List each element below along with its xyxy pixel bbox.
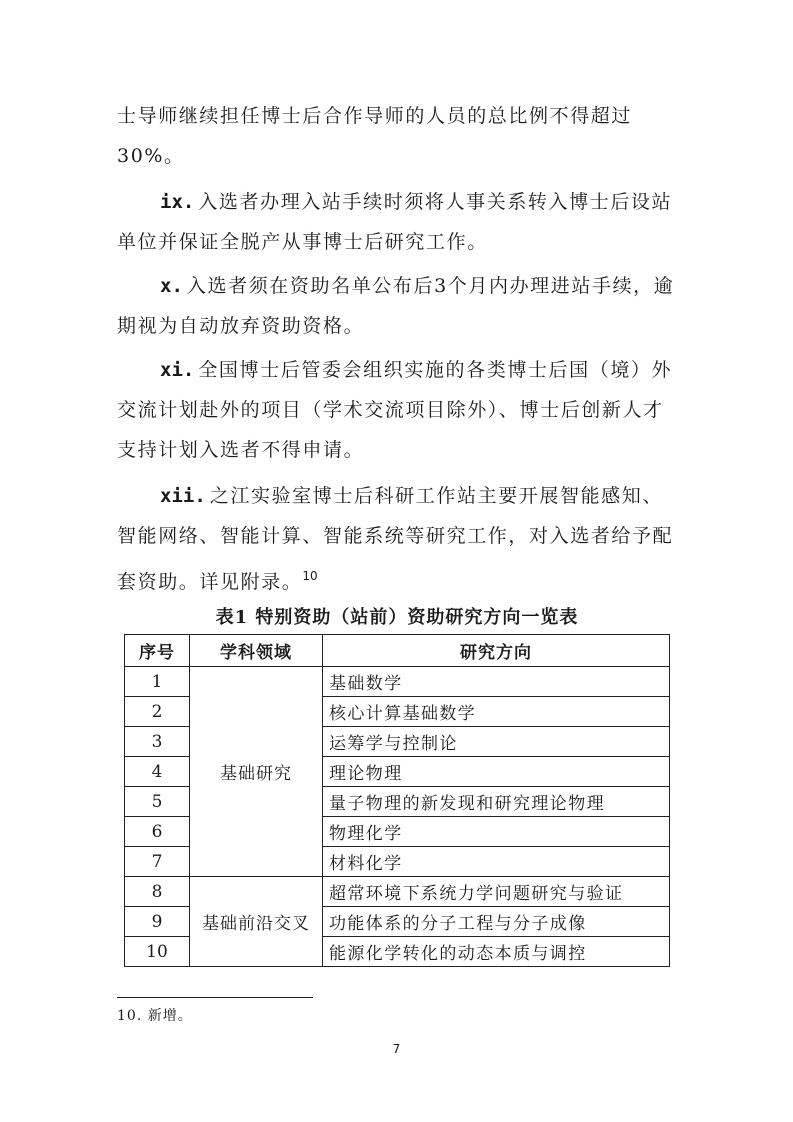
direction-cell: 量子物理的新发现和研究理论物理: [323, 787, 670, 817]
table-row: [125, 877, 670, 907]
item-label: xii.: [160, 485, 206, 507]
row-number: 4: [125, 757, 190, 787]
row-number: 10: [125, 937, 190, 967]
row-number: 8: [125, 877, 190, 907]
field-cell: 基础前沿交叉: [190, 877, 323, 967]
direction-cell: 能源化学转化的动态本质与调控: [323, 937, 670, 967]
paragraph-item-xi: [117, 350, 677, 470]
direction-cell: 核心计算基础数学: [323, 697, 670, 727]
row-number: 5: [125, 787, 190, 817]
header-number: 序号: [125, 635, 190, 667]
header-field: 学科领域: [190, 635, 323, 667]
paragraph-text: 士导师继续担任博士后合作导师的人员的总比例不得超过30%。: [117, 105, 633, 167]
row-number: 3: [125, 727, 190, 757]
direction-cell: 基础数学: [323, 667, 670, 697]
field-cell: 基础研究: [190, 667, 323, 877]
row-number: 2: [125, 697, 190, 727]
footnote-reference[interactable]: 10: [302, 569, 318, 583]
row-number: 6: [125, 817, 190, 847]
item-label: x.: [160, 275, 183, 297]
row-number: 9: [125, 907, 190, 937]
research-directions-table: [124, 634, 670, 967]
paragraph-text: 入选者须在资助名单公布后3个月内办理进站手续，逾期视为自动放弃资助资格。: [117, 275, 675, 337]
item-label: xi.: [160, 359, 195, 381]
row-number: 1: [125, 667, 190, 697]
row-number: 7: [125, 847, 190, 877]
direction-cell: 理论物理: [323, 757, 670, 787]
direction-cell: 运筹学与控制论: [323, 727, 670, 757]
paragraph-item-x: [117, 266, 677, 346]
page-number: 7: [392, 1042, 401, 1056]
item-label: ix.: [160, 191, 195, 213]
direction-cell: 超常环境下系统力学问题研究与验证: [323, 877, 670, 907]
paragraph-item-xii: [117, 476, 677, 602]
paragraph-text: 之江实验室博士后科研工作站主要开展智能感知、智能网络、智能计算、智能系统等研究工作，对入选者给予配套资助。详见附录。: [117, 485, 674, 593]
direction-cell: 物理化学: [323, 817, 670, 847]
header-direction: 研究方向: [323, 635, 670, 667]
paragraph-item-ix: [117, 182, 677, 262]
table-title: 表1 特别资助（站前）资助研究方向一览表: [215, 607, 579, 628]
footnote-separator: [117, 997, 313, 998]
table-header-row: [125, 635, 670, 667]
paragraph-text: 入选者办理入站手续时须将人事关系转入博士后设站单位并保证全脱产从事博士后研究工作。: [117, 191, 673, 253]
table-row: [125, 667, 670, 697]
footnote-text: 10. 新增。: [117, 1008, 193, 1024]
paragraph-continuation: [117, 96, 677, 176]
paragraph-text: 全国博士后管委会组织实施的各类博士后国（境）外交流计划赴外的项目（学术交流项目除外）、博士后创新人才支持计划入选者不得申请。: [117, 359, 673, 461]
direction-cell: 功能体系的分子工程与分子成像: [323, 907, 670, 937]
direction-cell: 材料化学: [323, 847, 670, 877]
